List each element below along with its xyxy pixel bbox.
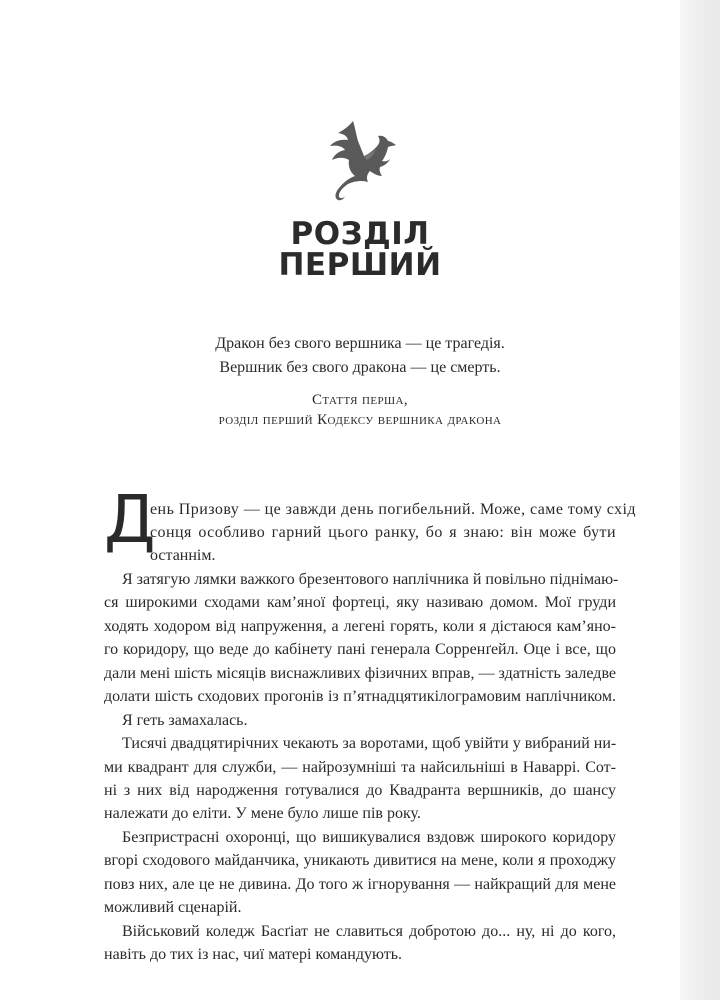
text-line: Я затягую лямки важкого брезентового наплічника й повільно піднімаю- [122, 571, 619, 588]
text-line: вгорі сходового майданчика, уникають дивитися на мене, коли я проходжу [104, 852, 616, 869]
epigraph-line-2: Вершник без свого дракона — це смерть. [219, 359, 501, 376]
text-line: останнім. [150, 547, 216, 564]
text-line: ні з них від народження готувалися до Квадранта вершників, до шансу [104, 782, 616, 799]
text-line: го коридору, що веде до кабінету пані генерала Сорренґейл. Оце і все, що [104, 641, 616, 658]
text-line: сонця особливо гарний цього ранку, бо я знаю: він може бути [150, 524, 616, 541]
chapter-title-line-1: РОЗДІЛ [290, 216, 430, 252]
text-line: ень Призову — це завжди день погибельний. Може, саме тому схід [150, 501, 637, 518]
text-line: належати до еліти. У мене було лише пів року. [104, 805, 421, 822]
epigraph-line-1: Дракон без свого вершника — це трагедія. [215, 335, 505, 352]
text-line: повз них, але це не дивина. До того ж ігнорування — найкращий для мене [104, 876, 616, 893]
text-line: Безпристрасні охоронці, що вишикувалися вздовж широкого коридору [122, 829, 616, 846]
text-line: ходять ходором від напруження, а легені горять, коли я дістаюся кам’яно- [104, 618, 616, 635]
text-line: долати шість сходових прогонів із п’ятнадцятикілограмовим наплічником. [104, 688, 616, 705]
text-line: можливий сценарій. [104, 899, 242, 916]
epigraph-source-line-1: Стаття перша, [311, 392, 409, 408]
epigraph-source-line-2: розділ перший Кодексу вершника дракона [218, 412, 502, 428]
drop-cap: Д [104, 481, 156, 558]
text-line: Військовий коледж Басґіат не славиться добротою до... ну, ні до кого, [122, 923, 616, 940]
text-line: Я геть замахалась. [122, 712, 248, 729]
text-line: навіть до тих із нас, чиї матері командують. [104, 946, 402, 963]
text-line: Тисячі двадцятирічних чекають за воротами, щоб увійти у вибраний ни- [122, 735, 617, 752]
chapter-title-line-2: ПЕРШИЙ [278, 247, 442, 283]
page-edge-shadow [680, 0, 720, 1000]
text-line: ся широкими сходами кам’яної фортеці, яку називаю домом. Мої груди [104, 594, 616, 611]
text-line: дали мені шість місяців виснажливих фізичних вправ, — здатність заледве [104, 665, 616, 682]
dragon-icon [322, 118, 402, 202]
text-line: ми квадрант для служби, — найрозумніші та найсильніші в Наваррі. Сот- [104, 759, 616, 776]
